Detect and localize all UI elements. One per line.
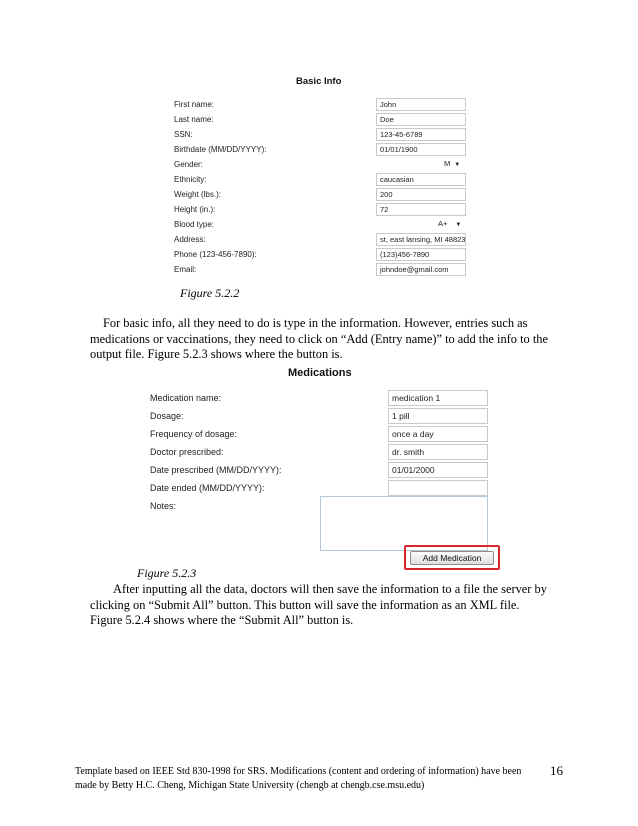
notes-label: Notes:	[150, 501, 177, 511]
paragraph-line: output file. Figure 5.2.3 shows where the button is.	[90, 347, 343, 362]
weight-label: Weight (lbs.):	[174, 190, 221, 199]
date-ended-input[interactable]	[388, 480, 488, 496]
phone-input[interactable]: (123)456-7890	[376, 248, 466, 261]
basic-info-form	[166, 70, 476, 280]
date-prescribed-label: Date prescribed (MM/DD/YYYY):	[150, 465, 282, 475]
email-label: Email:	[174, 265, 197, 274]
chevron-down-icon: ▼	[455, 222, 462, 228]
gender-value: M	[444, 159, 451, 168]
medication-name-input[interactable]: medication 1	[388, 390, 488, 406]
paragraph-line: After inputting all the data, doctors will then save the information to a file the server by	[113, 582, 547, 596]
notes-textarea[interactable]	[320, 496, 488, 551]
medications-title: Medications	[288, 367, 352, 379]
address-row	[166, 233, 476, 247]
page-number: 16	[550, 763, 563, 778]
add-medication-highlight	[404, 545, 500, 570]
blood-type-row	[166, 218, 476, 232]
ssn-label: SSN:	[174, 130, 193, 139]
paragraph-line: medications or vaccinations, they need to click on “Add (Entry name)” to add the info to the	[90, 331, 548, 346]
email-input[interactable]: johndoe@gmail.com	[376, 263, 466, 276]
date-ended-row	[140, 480, 520, 496]
blood-type-select[interactable]	[436, 218, 463, 231]
footer-line: Template based on IEEE Std 830-1998 for SRS. Modifications (content and ordering of information) have been	[75, 766, 522, 777]
page-footer	[75, 765, 555, 793]
ethnicity-row	[166, 173, 476, 187]
figure-caption-5-2-3: Figure 5.2.3	[137, 566, 197, 580]
birthdate-label: Birthdate (MM/DD/YYYY):	[174, 145, 267, 154]
gender-select[interactable]	[442, 158, 462, 171]
doctor-row	[140, 444, 520, 460]
blood-type-label: Blood type:	[174, 220, 215, 229]
dosage-row	[140, 408, 520, 424]
frequency-label: Frequency of dosage:	[150, 429, 238, 439]
ethnicity-input[interactable]: caucasian	[376, 173, 466, 186]
phone-row	[166, 248, 476, 262]
paragraph-basic-info	[90, 316, 560, 363]
gender-row	[166, 158, 476, 172]
basic-info-title: Basic Info	[296, 76, 342, 87]
ssn-row	[166, 128, 476, 142]
birthdate-input[interactable]: 01/01/1900	[376, 143, 466, 156]
last-name-input[interactable]: Doe	[376, 113, 466, 126]
paragraph-line: clicking on “Submit All” button. This button will save the information as an XML file.	[90, 597, 520, 612]
gender-label: Gender:	[174, 160, 203, 169]
medication-name-row	[140, 390, 520, 406]
height-row	[166, 203, 476, 217]
frequency-input[interactable]: once a day	[388, 426, 488, 442]
doctor-input[interactable]: dr. smith	[388, 444, 488, 460]
first-name-input[interactable]: John	[376, 98, 466, 111]
chevron-down-icon: ▼	[454, 162, 461, 168]
paragraph-submit-all	[90, 582, 560, 629]
blood-type-value: A+	[438, 219, 448, 228]
doctor-label: Doctor prescribed:	[150, 447, 224, 457]
weight-row	[166, 188, 476, 202]
address-input[interactable]: st, east lansing, MI 48823	[376, 233, 466, 246]
first-name-label: First name:	[174, 100, 215, 109]
height-input[interactable]: 72	[376, 203, 466, 216]
date-prescribed-input[interactable]: 01/01/2000	[388, 462, 488, 478]
height-label: Height (in.):	[174, 205, 216, 214]
email-row	[166, 263, 476, 277]
paragraph-line: For basic info, all they need to do is type in the information. However, entries such as	[103, 316, 528, 330]
medications-form	[140, 362, 520, 572]
medication-name-label: Medication name:	[150, 393, 222, 403]
phone-label: Phone (123-456-7890):	[174, 250, 257, 259]
dosage-label: Dosage:	[150, 411, 184, 421]
ethnicity-label: Ethnicity:	[174, 175, 207, 184]
last-name-row	[166, 113, 476, 127]
last-name-label: Last name:	[174, 115, 214, 124]
paragraph-line: Figure 5.2.4 shows where the “Submit All” button is.	[90, 613, 354, 628]
figure-caption-5-2-2: Figure 5.2.2	[180, 286, 240, 300]
date-ended-label: Date ended (MM/DD/YYYY):	[150, 483, 265, 493]
address-label: Address:	[174, 235, 206, 244]
frequency-row	[140, 426, 520, 442]
footer-line: made by Betty H.C. Cheng, Michigan State University (chengb at chengb.cse.msu.edu)	[75, 780, 425, 791]
birthdate-row	[166, 143, 476, 157]
weight-input[interactable]: 200	[376, 188, 466, 201]
add-medication-button[interactable]: Add Medication	[410, 551, 494, 565]
ssn-input[interactable]: 123-45-6789	[376, 128, 466, 141]
dosage-input[interactable]: 1 pill	[388, 408, 488, 424]
first-name-row	[166, 98, 476, 112]
date-prescribed-row	[140, 462, 520, 478]
